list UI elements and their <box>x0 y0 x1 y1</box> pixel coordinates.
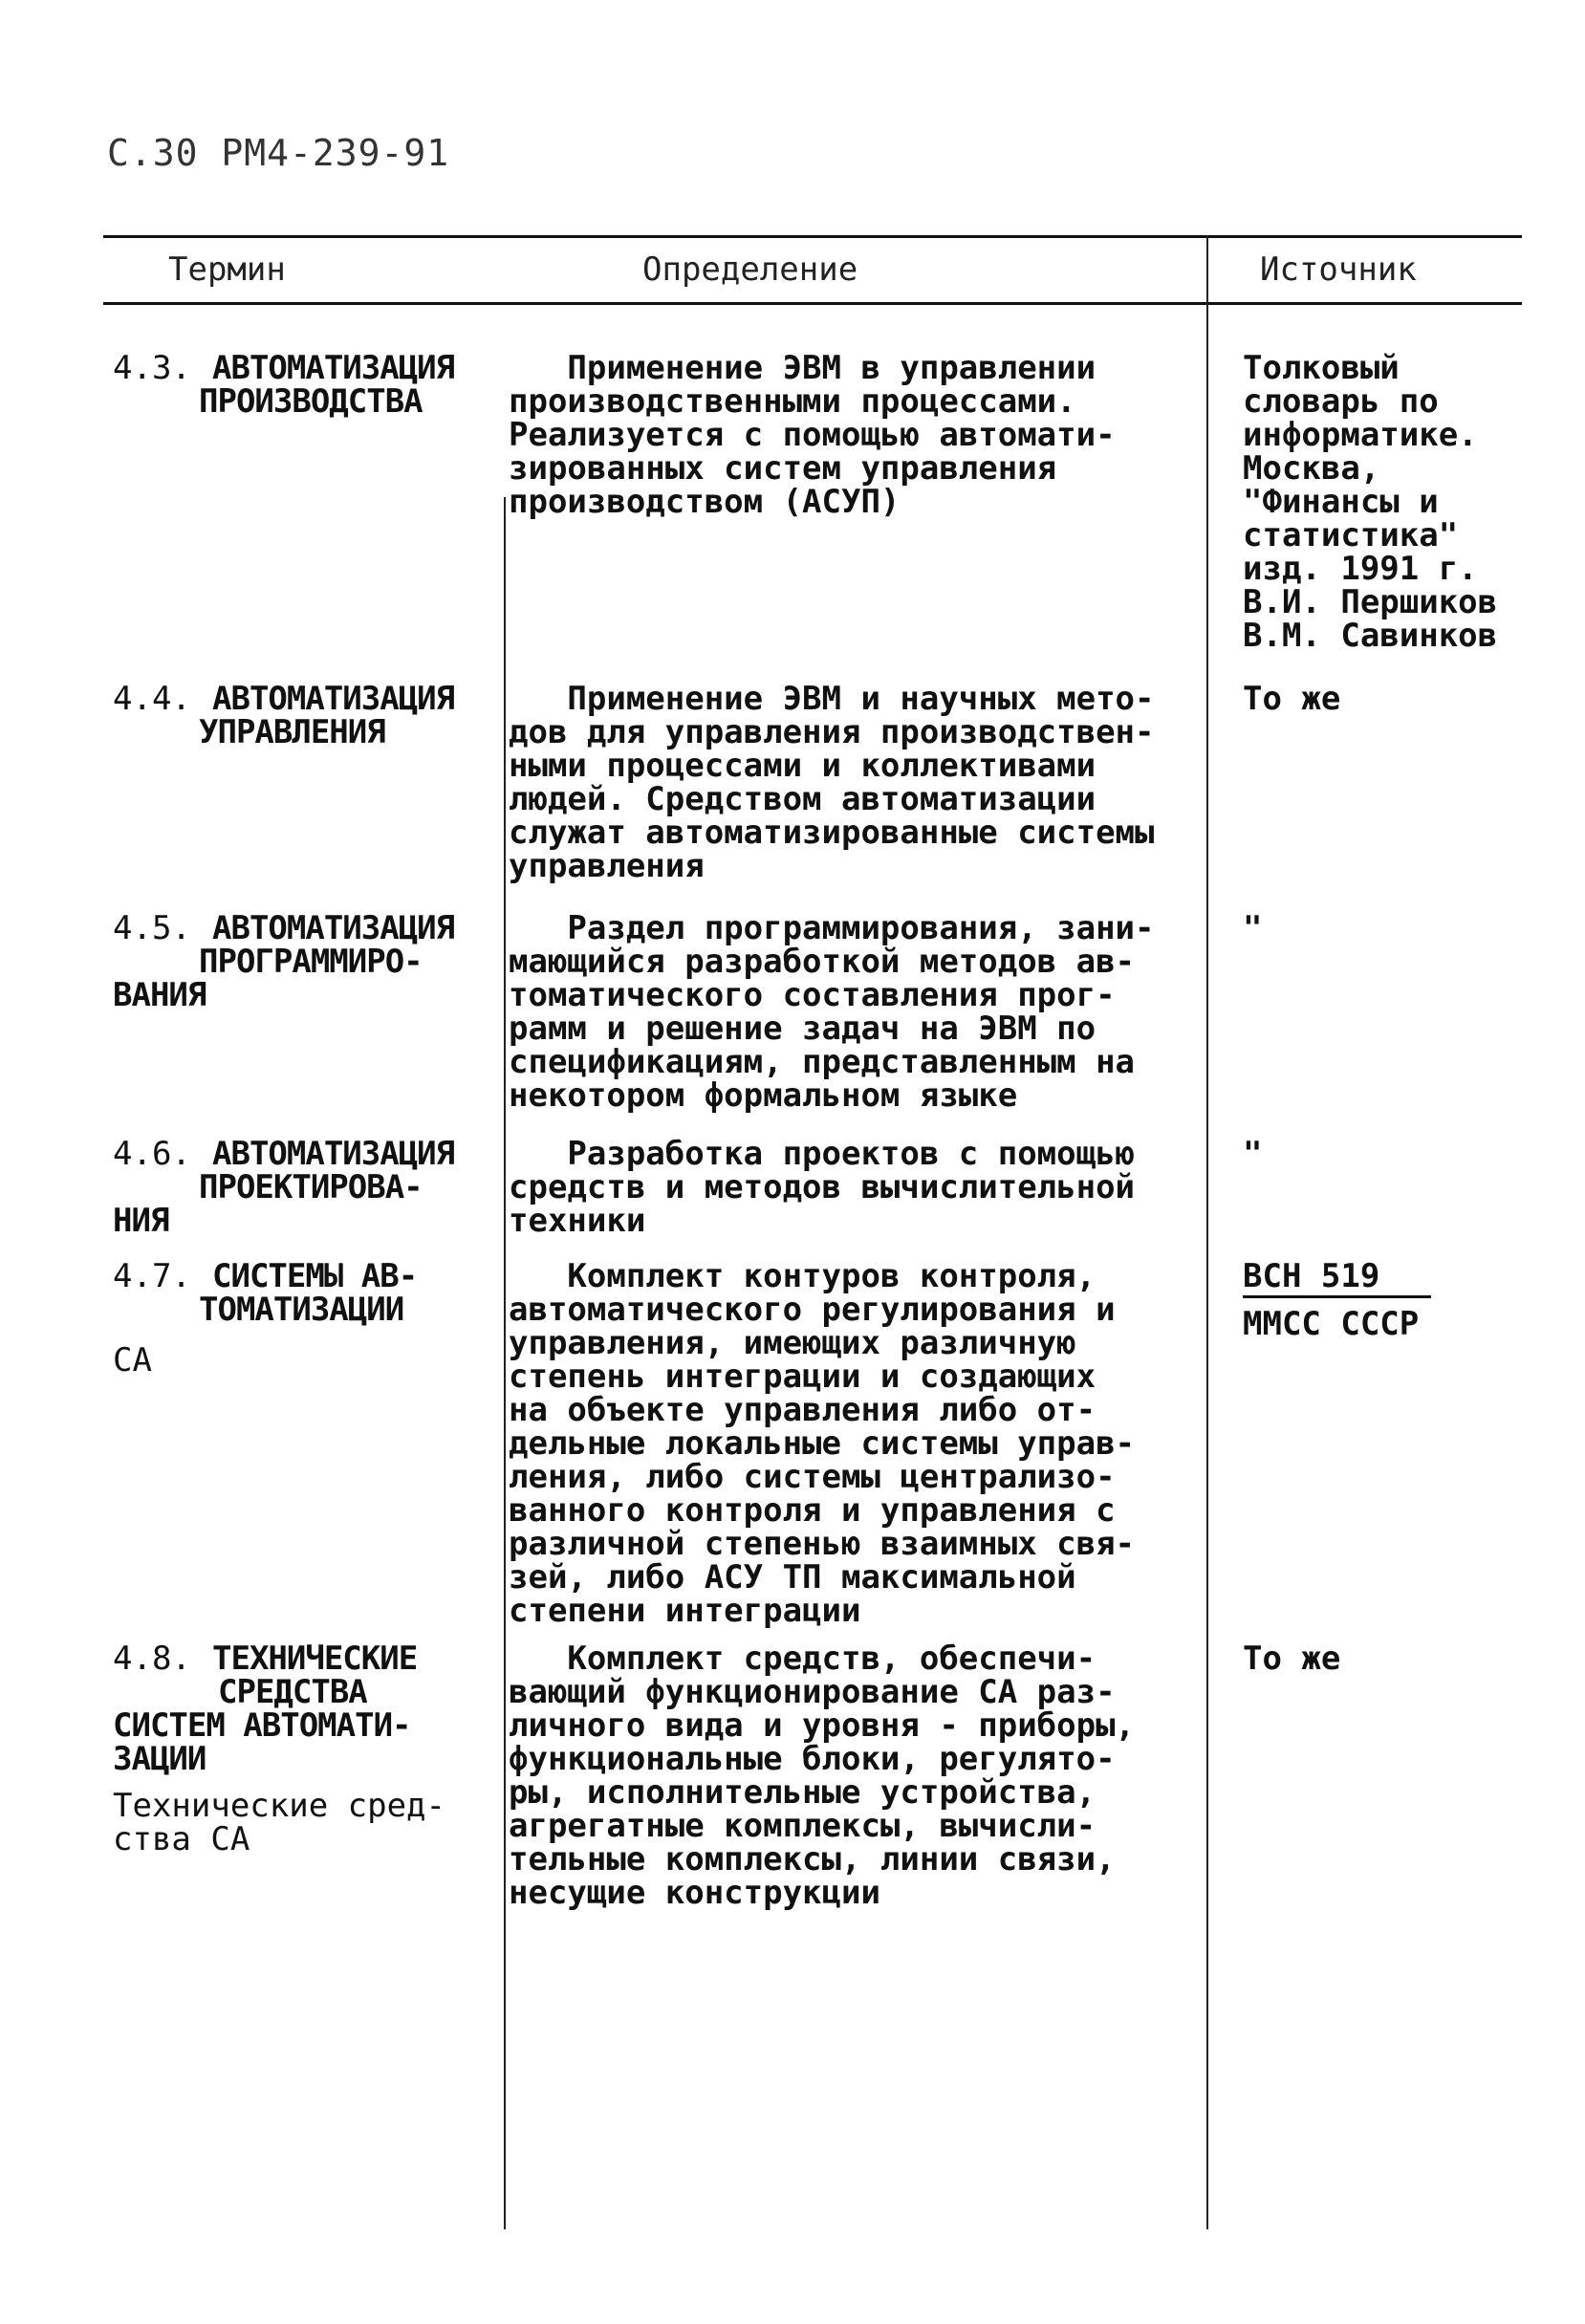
source-line: Москва, <box>1243 449 1380 488</box>
term-number: 4.4. <box>113 680 191 718</box>
source-line: ВСН 519 <box>1243 1260 1431 1298</box>
source-line: Толковый <box>1243 349 1400 387</box>
definition-line: ры, исполнительные устройства, <box>509 1773 1096 1812</box>
term-name-line: ЗАЦИИ <box>113 1740 206 1778</box>
column-header-definition: Определение <box>642 250 858 289</box>
definition-line: мающийся разработкой методов ав- <box>509 943 1136 981</box>
definition-line: на объекте управления либо от- <box>509 1391 1096 1429</box>
source-4-3 <box>1243 349 1520 655</box>
term-abbreviation: Технические сред- ства СА <box>113 1787 445 1858</box>
definition-line: производством (АСУП) <box>509 483 901 521</box>
definition-line: производственными процессами. <box>509 382 1076 421</box>
definition-line: управления, имеющих различную <box>509 1324 1076 1362</box>
term-name-line: ПРОЕКТИРОВА- <box>199 1168 423 1206</box>
column-divider-source <box>1206 235 1208 2229</box>
definition-line: техники <box>509 1202 646 1240</box>
definition-4-6 <box>509 1135 1197 1240</box>
source-4-6 <box>1243 1135 1520 1173</box>
term-number: 4.6. <box>113 1135 191 1173</box>
definition-line: спецификациям, представленным на <box>509 1043 1136 1081</box>
definition-4-5 <box>509 909 1197 1115</box>
term-number: 4.8. <box>113 1640 191 1678</box>
term-4-8 <box>113 1642 486 1857</box>
term-4-4 <box>113 680 486 751</box>
source-ditto-mark: " <box>1243 909 1263 947</box>
definition-4-4 <box>509 680 1197 885</box>
definition-line: дов для управления производствен- <box>509 713 1155 751</box>
definition-line: несущие конструкции <box>509 1874 880 1912</box>
source-line: "Финансы и <box>1243 483 1439 521</box>
definition-line: средств и методов вычислительной <box>509 1168 1136 1206</box>
definition-line: Применение ЭВМ и научных мето- <box>509 680 1155 718</box>
definition-line: Комплект контуров контроля, <box>509 1257 1096 1295</box>
definition-4-7 <box>509 1257 1197 1630</box>
definition-line: различной степенью взаимных свя- <box>509 1525 1136 1563</box>
source-line: То же <box>1243 1640 1341 1678</box>
definition-line: людей. Средством автоматизации <box>509 780 1096 818</box>
source-line: То же <box>1243 680 1341 718</box>
term-name-line: АВТОМАТИЗАЦИЯ <box>212 1135 455 1173</box>
source-line: ММСС СССР <box>1243 1305 1420 1343</box>
term-name-line: ПРОИЗВОДСТВА <box>199 382 423 421</box>
definition-line: ления, либо системы централизо- <box>509 1458 1116 1496</box>
source-ditto-mark: " <box>1243 1135 1263 1173</box>
definition-line: автоматического регулирования и <box>509 1291 1116 1329</box>
term-name-line: АВТОМАТИЗАЦИЯ <box>212 909 455 947</box>
term-name-line: АВТОМАТИЗАЦИЯ <box>212 680 455 718</box>
term-4-6 <box>113 1135 486 1240</box>
source-4-4 <box>1243 680 1520 718</box>
source-4-8 <box>1243 1642 1520 1676</box>
term-4-3 <box>113 349 486 421</box>
definition-line: дельные локальные системы управ- <box>509 1424 1136 1463</box>
source-4-7 <box>1243 1257 1520 1343</box>
page-header: С.30 РМ4-239-91 <box>107 132 450 174</box>
term-name-line: СИСТЕМЫ АВ- <box>212 1257 418 1295</box>
term-name-line: ТОМАТИЗАЦИИ <box>199 1291 404 1329</box>
column-divider-term <box>504 497 506 2229</box>
term-name-line: ТЕХНИЧЕСКИЕ <box>212 1640 418 1678</box>
definition-line: степени интеграции <box>509 1592 861 1630</box>
term-name-line: ВАНИЯ <box>113 976 206 1014</box>
source-line: информатике. <box>1243 416 1478 454</box>
term-name-line: СИСТЕМ АВТОМАТИ- <box>113 1706 411 1745</box>
definition-line: некотором формальном языке <box>509 1076 1018 1115</box>
definition-line: управления <box>509 847 705 885</box>
source-line: статистика" <box>1243 516 1459 554</box>
definition-line: Комплект средств, обеспечи- <box>509 1640 1096 1678</box>
definition-line: зированных систем управления <box>509 449 1057 488</box>
definition-line: степень интеграции и создающих <box>509 1357 1096 1396</box>
term-name-line: АВТОМАТИЗАЦИЯ <box>212 349 455 387</box>
definition-line: личного вида и уровня - приборы, <box>509 1706 1136 1745</box>
definition-line: Применение ЭВМ в управлении <box>509 349 1096 387</box>
definition-4-8 <box>509 1642 1197 1910</box>
column-header-term: Термин <box>168 250 286 289</box>
source-line: изд. 1991 г. <box>1243 550 1478 588</box>
definition-line: функциональные блоки, регулято- <box>509 1740 1116 1778</box>
term-number: 4.3. <box>113 349 191 387</box>
term-name-line: ПРОГРАММИРО- <box>199 943 423 981</box>
definition-line: вающий функционирование СА раз- <box>509 1673 1116 1711</box>
table-header-rule <box>103 302 1522 305</box>
definition-line: Разработка проектов с помощью <box>509 1135 1136 1173</box>
source-4-5 <box>1243 909 1520 947</box>
source-line: В.М. Савинков <box>1243 617 1498 655</box>
column-header-source: Источник <box>1260 250 1417 289</box>
definition-4-3 <box>509 349 1197 521</box>
definition-line: тельные комплексы, линии связи, <box>509 1840 1116 1879</box>
term-number: 4.5. <box>113 909 191 947</box>
definition-line: Реализуется с помощью автомати- <box>509 416 1116 454</box>
definition-line: ванного контроля и управления с <box>509 1491 1116 1530</box>
term-4-7 <box>113 1257 486 1379</box>
source-line: В.И. Першиков <box>1243 583 1498 621</box>
definition-line: зей, либо АСУ ТП максимальной <box>509 1558 1076 1596</box>
term-abbreviation: СА <box>113 1341 152 1379</box>
term-number: 4.7. <box>113 1257 191 1295</box>
definition-line: томатического составления прог- <box>509 976 1116 1014</box>
definition-line: Раздел программирования, зани- <box>509 909 1155 947</box>
definition-line: служат автоматизированные системы <box>509 814 1155 852</box>
definition-line: ными процессами и коллективами <box>509 747 1096 785</box>
term-name-line: УПРАВЛЕНИЯ <box>199 713 385 751</box>
term-name-line: НИЯ <box>113 1202 169 1240</box>
term-name-line: СРЕДСТВА <box>218 1673 367 1711</box>
table-top-rule <box>103 235 1522 238</box>
definition-line: агрегатные комплексы, вычисли- <box>509 1807 1096 1845</box>
source-line: словарь по <box>1243 382 1439 421</box>
term-4-5 <box>113 909 486 1014</box>
definition-line: рамм и решение задач на ЭВМ по <box>509 1010 1096 1048</box>
